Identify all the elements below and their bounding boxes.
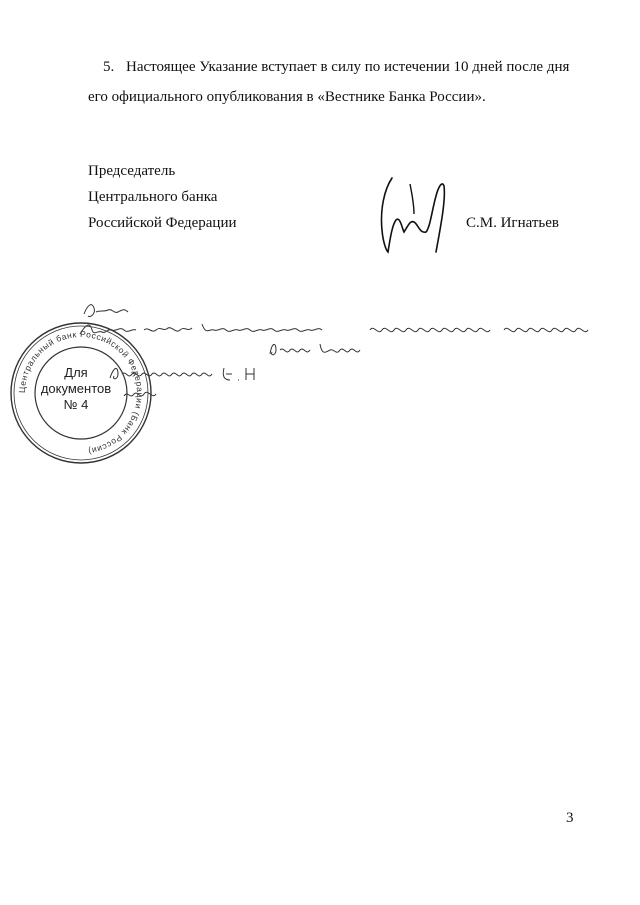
signature-image <box>370 170 470 270</box>
signer-name: С.М. Игнатьев <box>466 215 560 231</box>
page-number: 3 <box>566 810 574 826</box>
paragraph-line-2: его официального опубликования в «Вестнике Банка России». <box>88 89 486 105</box>
signer-title-line-1: Председатель <box>88 163 176 179</box>
stamp-center-line-1: Для <box>64 365 88 380</box>
stamp-center-line-3: № 4 <box>63 397 89 412</box>
signer-title-line-3: Российской Федерации <box>88 215 237 231</box>
paragraph-line-1: Настоящее Указание вступает в силу по истечении 10 дней после дня <box>126 59 570 75</box>
stamp-ring-text: Центральный банк Российской Федерации (Банк России) <box>16 328 146 457</box>
signer-title-line-2: Центрального банка <box>88 189 218 205</box>
handwritten-certification <box>80 300 600 410</box>
paragraph-number: 5. <box>103 59 115 75</box>
stamp-center-line-2: документов <box>40 381 112 396</box>
